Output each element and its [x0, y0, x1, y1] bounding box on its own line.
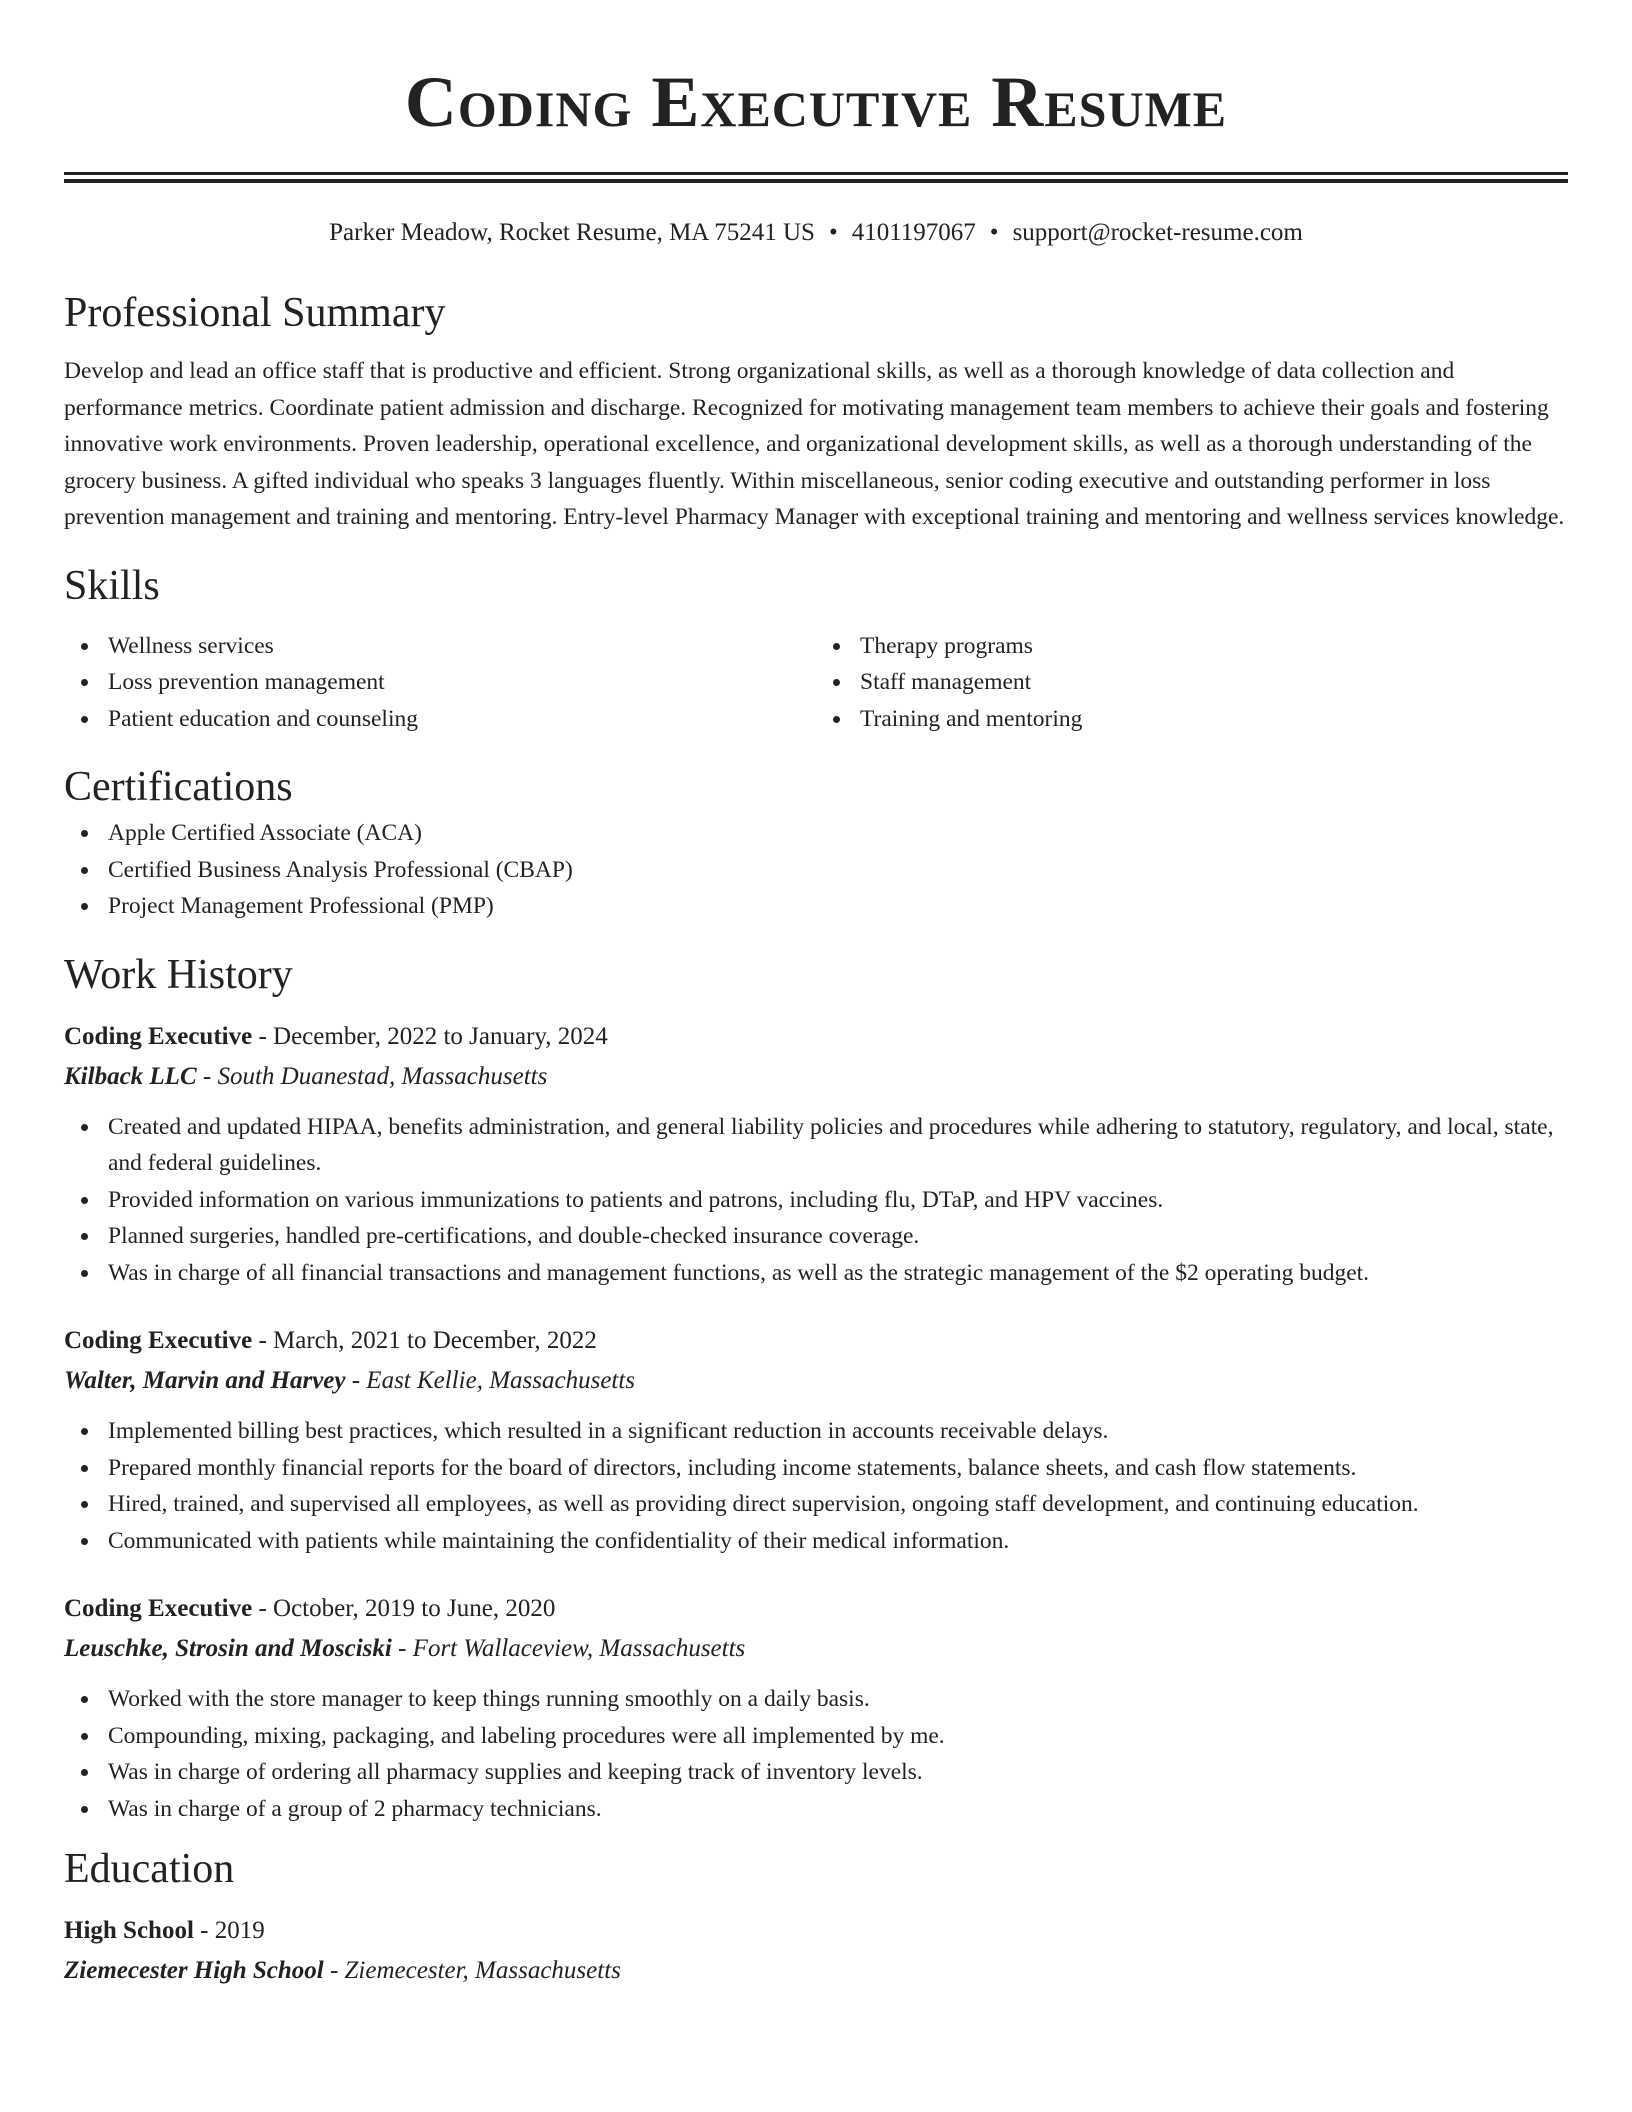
- job-bullet: Was in charge of all financial transactions and management functions, as well as the strategic management of the $2 operating budget.: [64, 1255, 1568, 1292]
- degree: High School: [64, 1917, 194, 1944]
- title-divider: [64, 172, 1568, 183]
- certification-item: Project Management Professional (PMP): [64, 888, 1568, 925]
- job-bullet: Was in charge of ordering all pharmacy supplies and keeping track of inventory levels.: [64, 1754, 1568, 1791]
- job-bullets: [64, 1109, 1568, 1292]
- contact-address: Parker Meadow, Rocket Resume, MA 75241 US: [329, 219, 815, 246]
- skill-item: Staff management: [816, 664, 1568, 701]
- skill-item: Patient education and counseling: [64, 701, 816, 738]
- skill-item: Training and mentoring: [816, 701, 1568, 738]
- education-entry: [64, 1911, 1568, 1991]
- job-bullet: Communicated with patients while maintaining the confidentiality of their medical information.: [64, 1523, 1568, 1560]
- certification-item: Certified Business Analysis Professional (CBAP): [64, 852, 1568, 889]
- contact-phone: 4101197067: [851, 219, 976, 246]
- skill-item: Therapy programs: [816, 628, 1568, 665]
- job-bullet: Hired, trained, and supervised all employees, as well as providing direct supervision, ongoing staff development, and continuing education.: [64, 1486, 1568, 1523]
- company-name: Kilback LLC: [64, 1062, 197, 1090]
- skills-heading: Skills: [64, 562, 160, 609]
- company-location: - Fort Wallaceview, Massachusetts: [391, 1635, 746, 1662]
- company-location: - South Duanestad, Massachusetts: [196, 1062, 548, 1090]
- job-dates: - December, 2022 to January, 2024: [252, 1022, 608, 1050]
- job-bullet: Provided information on various immunizations to patients and patrons, including flu, DTaP, and HPV vaccines.: [64, 1182, 1568, 1219]
- school-name: Ziemecester High School: [64, 1957, 324, 1984]
- job-dates: - October, 2019 to June, 2020: [252, 1595, 556, 1622]
- job-title: Coding Executive: [64, 1595, 253, 1622]
- job-title: Coding Executive: [64, 1022, 253, 1050]
- job-bullet: Prepared monthly financial reports for the board of directors, including income statements, balance sheets, and cash flow statements.: [64, 1450, 1568, 1487]
- contact-separator: •: [828, 219, 838, 246]
- job-title-line: [64, 1321, 1568, 1361]
- certifications-list: [64, 815, 1568, 925]
- graduation-year: - 2019: [193, 1917, 265, 1944]
- skills-grid: [64, 628, 1568, 738]
- skills-list-right: [816, 628, 1568, 738]
- school-line: [64, 1951, 1568, 1991]
- school-location: - Ziemecester, Massachusetts: [323, 1957, 621, 1984]
- skills-column-left: [64, 628, 816, 738]
- company-name: Walter, Marvin and Harvey: [64, 1367, 346, 1394]
- job-bullet: Compounding, mixing, packaging, and labeling procedures were all implemented by me.: [64, 1718, 1568, 1755]
- job-bullet: Worked with the store manager to keep things running smoothly on a daily basis.: [64, 1681, 1568, 1718]
- education-heading: Education: [64, 1846, 235, 1892]
- skill-item: Wellness services: [64, 628, 816, 665]
- job-entry: [64, 1589, 1568, 1827]
- job-entry: [64, 1321, 1568, 1559]
- contact-line: [64, 215, 1568, 251]
- company-line: [64, 1057, 1568, 1097]
- job-bullet: Created and updated HIPAA, benefits administration, and general liability policies and procedures while adhering to statutory, regulatory, and local, state, and federal guidelines.: [64, 1109, 1568, 1182]
- job-entry: [64, 1017, 1568, 1292]
- job-bullet: Planned surgeries, handled pre-certifications, and double-checked insurance coverage.: [64, 1218, 1568, 1255]
- summary-heading: Professional Summary: [64, 290, 446, 336]
- degree-line: [64, 1911, 1568, 1951]
- company-name: Leuschke, Strosin and Mosciski: [64, 1635, 392, 1662]
- skills-list-left: [64, 628, 816, 738]
- job-bullet: Implemented billing best practices, which resulted in a significant reduction in accounts receivable delays.: [64, 1413, 1568, 1450]
- job-bullets: [64, 1413, 1568, 1559]
- skill-item: Loss prevention management: [64, 664, 816, 701]
- summary-text: Develop and lead an office staff that is productive and efficient. Strong organizational skills, as well as a thorough knowledge of data collection and performance metrics. Coordinate patient admission and discharge. Recognized for motivating management team members to achieve their goals and fostering innovative work environments. Proven leadership, operational excellence, and organizational development skills, as well as a thorough understanding of the grocery business. A gifted individual who speaks 3 languages fluently. Within miscellaneous, senior coding executive and outstanding performer in loss prevention management and training and mentoring. Entry-level Pharmacy Manager with exceptional training and mentoring and wellness services knowledge.: [64, 358, 1565, 530]
- job-dates: - March, 2021 to December, 2022: [252, 1327, 597, 1354]
- work-history-heading: Work History: [64, 951, 293, 998]
- contact-separator: •: [989, 219, 999, 246]
- company-line: [64, 1361, 1568, 1401]
- company-line: [64, 1629, 1568, 1669]
- certification-item: Apple Certified Associate (ACA): [64, 815, 1568, 852]
- company-location: - East Kellie, Massachusetts: [345, 1367, 636, 1394]
- job-bullet: Was in charge of a group of 2 pharmacy technicians.: [64, 1791, 1568, 1828]
- certifications-heading: Certifications: [64, 764, 293, 810]
- skills-column-right: [816, 628, 1568, 738]
- resume-title: Coding Executive Resume: [404, 62, 1228, 142]
- contact-email: support@rocket-resume.com: [1012, 219, 1303, 246]
- job-title-line: [64, 1017, 1568, 1057]
- job-title: Coding Executive: [64, 1327, 253, 1354]
- job-bullets: [64, 1681, 1568, 1827]
- job-title-line: [64, 1589, 1568, 1629]
